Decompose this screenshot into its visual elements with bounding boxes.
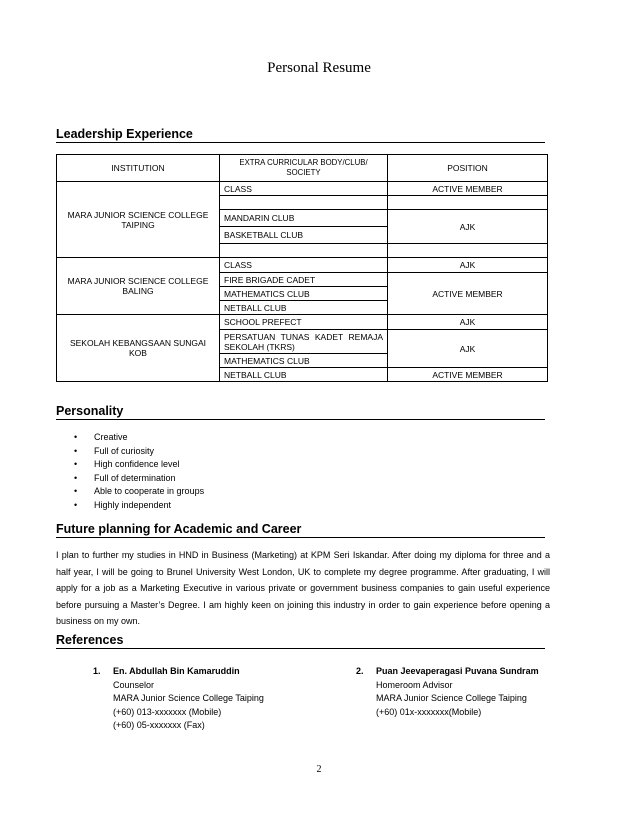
- institution-cell: SEKOLAH KEBANGSAAN SUNGAI KOB: [57, 315, 220, 382]
- reference-line: (+60) 05-xxxxxxx (Fax): [113, 720, 205, 730]
- club-cell: MATHEMATICS CLUB: [220, 287, 388, 301]
- institution-cell: MARA JUNIOR SCIENCE COLLEGE BALING: [57, 258, 220, 315]
- page-number: 2: [316, 764, 322, 775]
- position-cell: ACTIVE MEMBER: [388, 182, 548, 196]
- club-cell: PERSATUAN TUNAS KADET REMAJA SEKOLAH (TKRS): [220, 330, 388, 354]
- list-item: [74, 431, 204, 445]
- reference-line: (+60) 013-xxxxxxx (Mobile): [113, 706, 222, 717]
- page-title: Personal Resume: [267, 60, 371, 76]
- column-header: POSITION: [388, 155, 548, 182]
- position-cell: [388, 196, 548, 210]
- club-cell: [220, 244, 388, 258]
- leadership-heading: Leadership Experience: [56, 127, 545, 143]
- list-item: [74, 445, 204, 459]
- bullet-icon: •: [74, 499, 78, 510]
- reference-number: 2.: [356, 666, 364, 676]
- trait-label: High confidence level: [94, 459, 180, 469]
- future-planning-text: I plan to further my studies in HND in Business (Marketing) at KPM Seri Iskandar. After doing my diploma for three and a half year, I will be going to Brunel University West London, UK to complete my degree programme. After graduating, I will apply for a job as a Marketing Executive in various private or government business companies to gain useful experience before pursuing a Master’s Degree. I am highly keen on joining this industry in order to gain experience before opening a business on my own.: [56, 550, 550, 627]
- club-cell: MANDARIN CLUB: [220, 210, 388, 227]
- bullet-icon: •: [74, 472, 78, 483]
- reference-line: (+60) 01x-xxxxxxx(Mobile): [376, 706, 482, 717]
- bullet-icon: •: [74, 445, 78, 456]
- column-header: INSTITUTION: [57, 155, 220, 182]
- personality-heading: Personality: [56, 404, 545, 420]
- reference-item: [93, 665, 264, 733]
- club-cell: FIRE BRIGADE CADET: [220, 273, 388, 287]
- trait-label: Full of curiosity: [94, 445, 155, 456]
- list-item: [74, 499, 204, 513]
- reference-name: En. Abdullah Bin Kamaruddin: [113, 666, 240, 676]
- list-item: [74, 472, 204, 486]
- table-row: [57, 258, 548, 273]
- institution-cell: MARA JUNIOR SCIENCE COLLEGE TAIPING: [57, 182, 220, 258]
- reference-line: MARA Junior Science College Taiping: [376, 693, 527, 703]
- position-cell: AJK: [388, 210, 548, 244]
- club-cell: [220, 196, 388, 210]
- club-cell: SCHOOL PREFECT: [220, 315, 388, 330]
- position-cell: AJK: [388, 330, 548, 368]
- bullet-icon: •: [74, 486, 78, 496]
- position-cell: AJK: [388, 258, 548, 273]
- position-cell: ACTIVE MEMBER: [388, 273, 548, 315]
- list-item: [74, 485, 204, 499]
- list-item: [74, 458, 204, 472]
- trait-label: Full of determination: [94, 472, 176, 483]
- reference-name: Puan Jeevaperagasi Puvana Sundram: [376, 666, 539, 676]
- bullet-icon: •: [74, 459, 78, 469]
- club-cell: NETBALL CLUB: [220, 368, 388, 382]
- position-cell: [388, 244, 548, 258]
- reference-number: 1.: [93, 666, 101, 676]
- references-heading: References: [56, 633, 545, 649]
- personality-list: [74, 431, 204, 512]
- future-planning-heading: Future planning for Academic and Career: [56, 522, 545, 538]
- trait-label: Creative: [94, 432, 128, 442]
- club-cell: NETBALL CLUB: [220, 301, 388, 315]
- trait-label: Able to cooperate in groups: [94, 486, 205, 496]
- trait-label: Highly independent: [94, 499, 172, 510]
- club-cell: MATHEMATICS CLUB: [220, 354, 388, 368]
- table-header-row: [57, 155, 548, 182]
- reference-line: Counselor: [113, 679, 155, 690]
- club-cell: CLASS: [220, 182, 388, 196]
- table-row: [57, 182, 548, 196]
- club-cell: BASKETBALL CLUB: [220, 227, 388, 244]
- leadership-table: [56, 154, 548, 382]
- column-header: EXTRA CURRICULAR BODY/CLUB/ SOCIETY: [220, 155, 388, 182]
- reference-line: MARA Junior Science College Taiping: [113, 693, 264, 703]
- table-row: [57, 315, 548, 330]
- reference-line: Homeroom Advisor: [376, 679, 453, 690]
- reference-item: [356, 665, 539, 719]
- position-cell: AJK: [388, 315, 548, 330]
- club-cell: CLASS: [220, 258, 388, 273]
- bullet-icon: •: [74, 432, 78, 442]
- position-cell: ACTIVE MEMBER: [388, 368, 548, 382]
